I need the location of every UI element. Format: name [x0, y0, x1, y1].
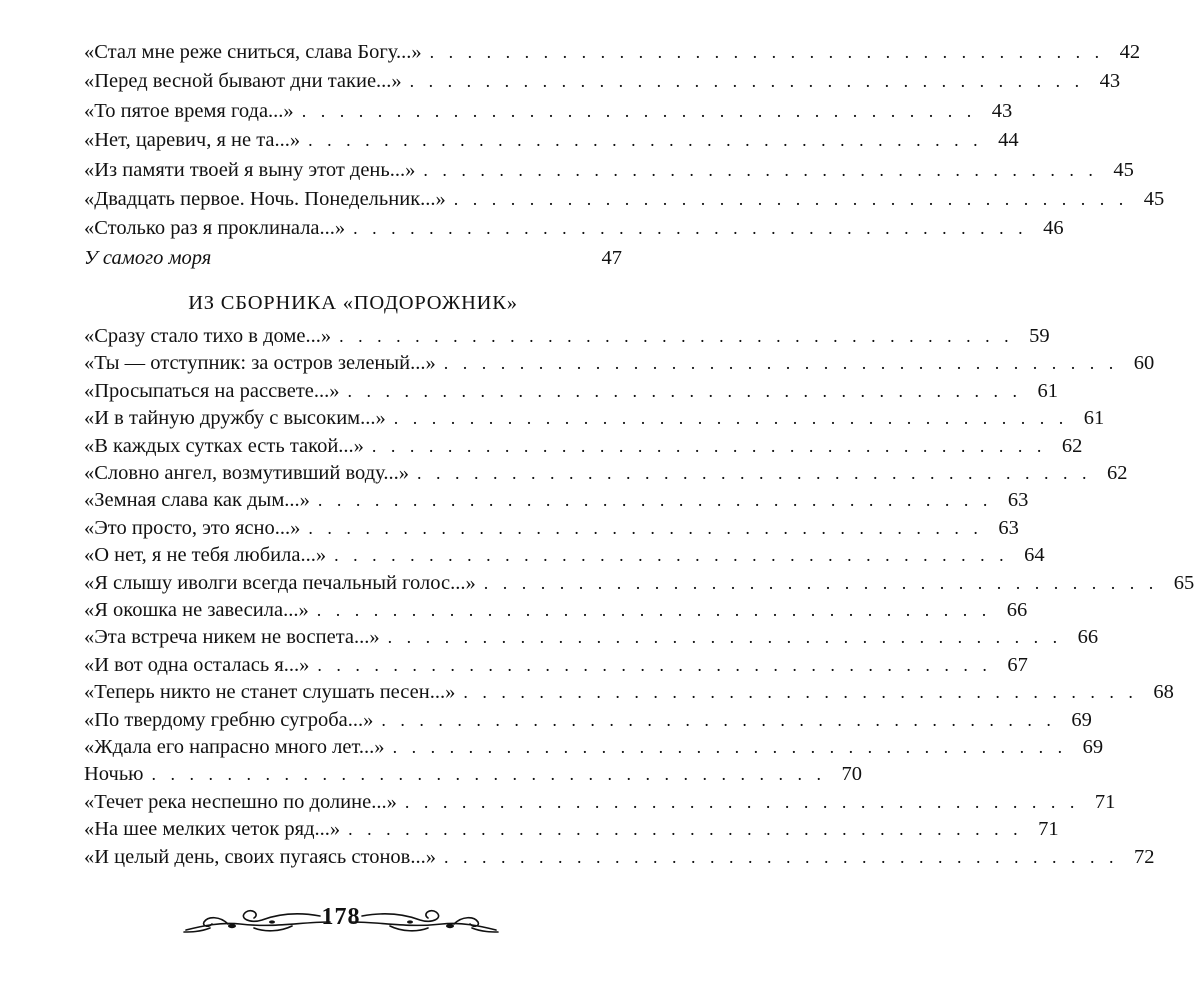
- toc-entry-page: 60: [1133, 352, 1155, 375]
- toc-entry-page: 61: [1083, 407, 1105, 430]
- toc-entry: [84, 126, 1019, 154]
- toc-entry-page: 43: [1099, 70, 1121, 93]
- toc-entry-title: «Я окошка не завесила...»: [84, 599, 309, 621]
- toc-entry-title: «Двадцать первое. Ночь. Понедельник...»: [84, 188, 446, 210]
- toc-entry-title: «Из памяти твоей я выну этот день...»: [84, 158, 416, 181]
- toc-entry: [84, 432, 1083, 460]
- toc-entry-title: «В каждых сутках есть такой...»: [84, 434, 364, 457]
- dot-leader: . . . . . . . . . . . . . . . . . . . . . . . . . . . . . . . . . . . .: [423, 159, 1098, 180]
- toc-entry: [84, 97, 1013, 125]
- toc-entry-title: Ночью: [84, 763, 144, 786]
- toc-entry-page: 45: [1113, 158, 1134, 181]
- dot-leader: . . . . . . . . . . . . . . . . . . . . . . . . . . . . . . . . . . . .: [404, 791, 1080, 812]
- toc-entry: [84, 38, 1141, 66]
- toc-entry-page: 43: [991, 99, 1013, 122]
- toc-entry-title: «Просыпаться на рассвете...»: [84, 379, 340, 402]
- toc-entry-title: «Словно ангел, возмутивший воду...»: [84, 462, 409, 484]
- dot-leader: . . . . . . . . . . . . . . . . . . . . . . . . . . . . . . . . . . . .: [416, 463, 1092, 483]
- dot-leader: . . . . . . . . . . . . . . . . . . . . . . . . . . . . . . . . . . . .: [443, 353, 1119, 374]
- toc-entry: [84, 377, 1059, 405]
- toc-entry-page: 59: [1029, 325, 1050, 347]
- dot-leader: . . . . . . . . . . . . . . . . . . . . . . . . . . . . . . . . . . . .: [334, 545, 1009, 566]
- dot-leader: . . . . . . . . . . . . . . . . . . . . . . . . . . . . . . . . . . . .: [347, 380, 1023, 401]
- toc-entry: [84, 404, 1105, 432]
- toc-entry-title: «И целый день, своих пугаясь стонов...»: [84, 845, 436, 868]
- toc-entry-page: 68: [1153, 681, 1174, 704]
- toc-entry-title: «О нет, я не тебя любила...»: [84, 544, 327, 567]
- toc-entry: [84, 569, 1194, 597]
- toc-entry-page: 65: [1173, 571, 1194, 594]
- toc-entry-title: «Эта встреча никем не воспета...»: [84, 626, 380, 649]
- toc-entry-title: «И вот одна осталась я...»: [84, 653, 310, 676]
- toc-entry-title: «Ты — отступник: за остров зеленый...»: [84, 352, 436, 375]
- toc-entry: [84, 760, 862, 788]
- dot-leader: . . . . . . . . . . . . . . . . . . . . . . . . . . . . . . . . . . . .: [387, 627, 1063, 648]
- toc-entry: [84, 815, 1059, 843]
- toc-entry: [84, 322, 1050, 350]
- toc-entry: [84, 623, 1099, 651]
- toc-entry-title: У самого моря: [84, 246, 212, 269]
- dot-leader: . . . . . . . . . . . . . . . . . . . . . . . . . . . . . . . . . . . .: [371, 435, 1047, 456]
- toc-entry: [84, 733, 1104, 761]
- toc-entry: [84, 156, 1134, 184]
- dot-leader: . . . . . . . . . . . . . . . . . . . . . . . . . . . . . . . . . . . .: [429, 42, 1105, 62]
- toc-entry-title: «Теперь никто не станет слушать песен...»: [84, 681, 456, 704]
- toc-entry: [84, 185, 1165, 213]
- toc-entry-title: «Я слышу иволги всегда печальный голос...»: [84, 571, 476, 594]
- dot-leader: . . . . . . . . . . . . . . . . . . . . . . . . . . . . . . . . . . . .: [308, 130, 983, 151]
- toc-entry: [84, 843, 1155, 871]
- toc-entry: [84, 244, 622, 272]
- dot-leader: . . . . . . . . . . . . . . . . . . . . . . . . . . . . . . . . . . . .: [339, 326, 1014, 346]
- toc-entry-page: 42: [1119, 41, 1141, 63]
- dot-leader: . . . . . . . . . . . . . . . . . . . . . . . . . . . . . . . . . . . .: [308, 517, 983, 538]
- toc-entry: [84, 651, 1028, 679]
- toc-entry-title: «На шее мелких четок ряд...»: [84, 818, 341, 841]
- toc-entry-page: 62: [1061, 434, 1083, 457]
- toc-entry-title: «Перед весной бывают дни такие...»: [84, 70, 402, 93]
- toc-entry: [84, 788, 1116, 816]
- toc-entry-page: 63: [998, 516, 1019, 539]
- toc-entry-page: 63: [1007, 489, 1029, 512]
- toc-entry: [84, 706, 1092, 734]
- toc-entry-page: 69: [1071, 708, 1092, 731]
- dot-leader: . . . . . . . . . . . . . . . . . . . . . . . . . . . . . . . . . . . .: [483, 572, 1159, 593]
- toc-entry: [84, 514, 1019, 542]
- dot-leader: . . . . . . . . . . . . . . . . . . . . . . . . . . . . . . . . . . . .: [453, 189, 1129, 209]
- dot-leader: . . . . . . . . . . . . . . . . . . . . . . . . . . . . . . . . . . . .: [463, 682, 1138, 703]
- dot-leader: . . . . . . . . . . . . . . . . . . . . . . . . . . . . . . . . . . . .: [443, 846, 1119, 867]
- toc-entry: [84, 541, 1045, 569]
- toc-entry-page: 47: [601, 246, 622, 269]
- page-number: 178: [321, 904, 361, 930]
- toc-entry-title: «Столько раз я проклинала...»: [84, 217, 346, 240]
- toc-entry: [84, 67, 1121, 95]
- toc-entry-page: 69: [1082, 736, 1104, 758]
- toc-entry-title: «Стал мне реже сниться, слава Богу...»: [84, 41, 422, 63]
- dot-leader: . . . . . . . . . . . . . . . . . . . . . . . . . . . . . . . . . . . .: [392, 737, 1068, 757]
- toc-entry-title: «Ждала его напрасно много лет...»: [84, 736, 385, 758]
- toc-entry-title: «То пятое время года...»: [84, 99, 294, 122]
- toc-entry-title: «И в тайную дружбу с высоким...»: [84, 407, 386, 430]
- toc-entry-title: «Земная слава как дым...»: [84, 489, 310, 512]
- dot-leader: . . . . . . . . . . . . . . . . . . . . . . . . . . . . . . . . . . . .: [317, 490, 993, 511]
- toc-entry: [84, 459, 1128, 487]
- toc-entry-page: 66: [1006, 599, 1028, 621]
- dot-leader: . . . . . . . . . . . . . . . . . . . . . . . . . . . . . . . . . . . .: [409, 71, 1085, 92]
- toc-entry-page: 46: [1043, 217, 1064, 240]
- toc-entry: [84, 678, 1174, 706]
- dot-leader: . . . . . . . . . . . . . . . . . . . . . . . . . . . . . . . . . . . .: [348, 819, 1023, 840]
- toc-entry-page: 67: [1007, 653, 1028, 676]
- toc-entry-title: «Течет река неспешно по долине...»: [84, 790, 397, 813]
- dot-leader: . . . . . . . . . . . . . . . . . . . . . . . . . . . . . . . . . . . .: [317, 654, 992, 675]
- toc-entry: [84, 486, 1029, 514]
- toc-entry-page: 45: [1143, 188, 1165, 210]
- toc-entry-title: «Сразу стало тихо в доме...»: [84, 325, 332, 347]
- dot-leader: . . . . . . . . . . . . . . . . . . . . . . . . . . . . . . . . . . . .: [393, 408, 1069, 429]
- dot-leader: . . . . . . . . . . . . . . . . . . . . . . . . . . . . . . . . . . . .: [301, 100, 977, 121]
- dot-leader: . . . . . . . . . . . . . . . . . . . . . . . . . . . . . . . . . . . .: [151, 764, 826, 785]
- toc-entry-page: 61: [1037, 379, 1059, 402]
- toc-entry-title: «Это просто, это ясно...»: [84, 516, 301, 539]
- toc-entry-page: 62: [1106, 462, 1128, 484]
- page-footer: [180, 902, 502, 938]
- toc-entry: [84, 349, 1155, 377]
- toc-entry: [84, 214, 1064, 242]
- toc-entry-title: «По твердому гребню сугроба...»: [84, 708, 374, 731]
- toc-entry-page: 71: [1038, 818, 1059, 841]
- toc-entry-page: 66: [1077, 626, 1099, 649]
- toc-entry-page: 71: [1094, 790, 1116, 813]
- toc-entry-page: 44: [998, 129, 1019, 152]
- section-heading: ИЗ СБОРНИКА «ПОДОРОЖНИК»: [188, 292, 518, 314]
- toc-entry-page: 70: [841, 763, 862, 786]
- toc-entry-page: 64: [1024, 544, 1045, 567]
- dot-leader: . . . . . . . . . . . . . . . . . . . . . . . . . . . . . . . . . . . .: [381, 709, 1056, 730]
- dot-leader: . . . . . . . . . . . . . . . . . . . . . . . . . . . . . . . . . . . .: [353, 218, 1028, 239]
- toc-entry: [84, 596, 1028, 624]
- dot-leader: . . . . . . . . . . . . . . . . . . . . . . . . . . . . . . . . . . . .: [316, 600, 992, 620]
- toc-entry-title: «Нет, царевич, я не та...»: [84, 129, 301, 152]
- toc-entry-page: 72: [1133, 845, 1155, 868]
